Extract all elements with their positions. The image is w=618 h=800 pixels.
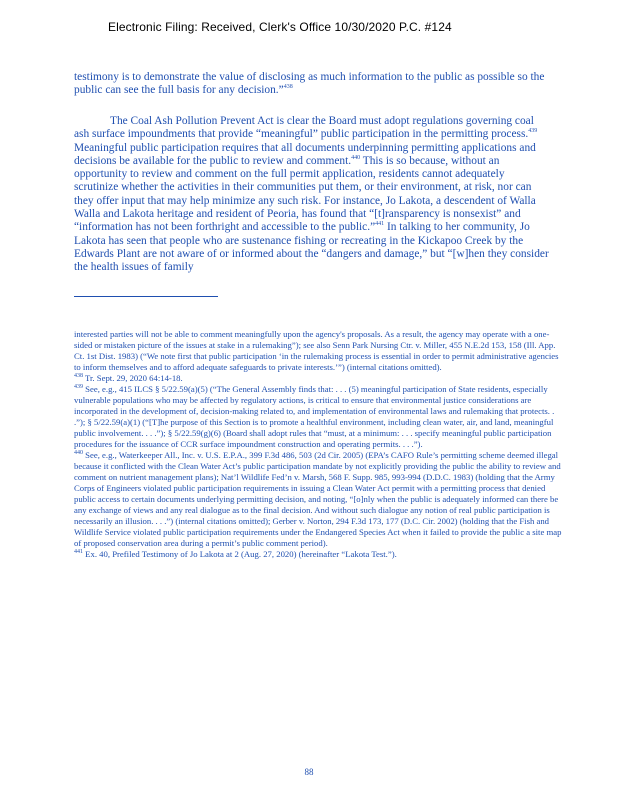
paragraph-text: Meaningful public participation requires that all documents underpinning permitting applications and decisions be available for the public to review and comment.	[74, 141, 536, 167]
body-paragraph-2	[74, 115, 550, 275]
footnote-ref: 438	[283, 84, 293, 91]
footnote-text: Ex. 40, Prefiled Testimony of Jo Lakota at 2 (Aug. 27, 2020) (hereinafter “Lakota Test.”).	[83, 549, 397, 559]
footnote-continuation: interested parties will not be able to comment meaningfully upon the agency's proposals. As a result, the agency may operate with a one-sided or mistaken picture of the issues at stake in a rulemaking”); see also Senn Park Nursing Ctr. v. Miller, 455 N.E.2d 153, 158 (Ill. App. Ct. 1st Dist. 1983) (“We note first that public participation ‘in the rulemaking process is essential in order to permit administrative agencies to inform themselves and to afford adequate safeguards to private interests.’”) (internal citations omitted).	[74, 329, 559, 372]
footnote-440	[74, 450, 566, 549]
footnote-text: See, e.g., 415 ILCS § 5/22.59(a)(5) (“The General Assembly finds that: . . . (5) meaningful participation of State residents, especially vulnerable populations who may be affected by regulatory actions, is critical to ensure that environmental justice considerations are incorporated in the development of, decision-making related to, and implementation of environmental laws and rulemaking that protects. . .”); § 5/22.59(a)(1) (“[T]he purpose of this Section is to promote a healthful environment, including clean water, air, and land, meaningful public involvement. . . .”); § 5/22.59(g)(6) (Board shall adopt rules that “must, at a minimum: . . . specify meaningful public participation procedures for the issuance of CCR surface impoundment construction and operating permits. . . .”).	[74, 384, 555, 449]
footnote-text: See, e.g., Waterkeeper All., Inc. v. U.S. E.P.A., 399 F.3d 486, 503 (2d Cir. 2005) (EPA’s CAFO Rule’s permitting scheme deemed illegal because it conflicted with the Clean Water Act’s public participation mandate by not explicitly providing the public the ability to review and comment on nutrient management plans); Nat’l Wildlife Fed’n v. Marsh, 568 F. Supp. 985, 993-994 (D.D.C. 1983) (holding that the Army Corps of Engineers violated public participation requirements in issuing a Clean Water Act permit with a permitting process that denied public access to certain documents underlying permitting decision, and noting, “[o]nly when the public is adequately informed can there be any exchange of views and any real dialogue as to the final decision. And without such dialogue any notion of real public participation is necessarily an illusion. . . .”) (internal citations omitted); Gerber v. Norton, 294 F.3d 173, 177 (D.C. Cir. 2002) (holding that the Fish and Wildlife Service violated public participation requirements under the Endangered Species Act when it failed to provide the public a site map of proposed conservation area during a permit’s public comment period).	[74, 450, 562, 548]
footnote-text: Tr. Sept. 29, 2020 64:14-18.	[83, 373, 183, 383]
paragraph-text: The Coal Ash Pollution Prevent Act is clear the Board must adopt regulations governing coal ash surface impoundments that provide “meaningful” public participation in the permitting process.	[74, 115, 534, 141]
page-number: 88	[304, 767, 314, 777]
body-paragraph-1	[74, 71, 550, 98]
footnote-number: 439	[74, 384, 83, 391]
footnote-separator	[74, 296, 218, 297]
paragraph-text: This is so because, without an opportunity to review and comment on the full permit application, residents cannot adequately scrutinize whether the activities in their communities put them, or their environment, at risk, nor can they offer input that may help minimize any such risk. For instance, Jo Lakota, a descendent of Walla Walla and Lakota heritage and resident of Peoria, has found that “[t]ransparency is nonsexist” and “information has not been forthright and accessible to the public.”	[74, 154, 536, 234]
paragraph-text: In talking to her community, Jo Lakota has seen that people who are sustenance fishing or recreating in the Kickapoo Creek by the Edwards Plant are not aware of or informed about the “dangers and damage,” but “[w]hen they consider the health issues of family	[74, 221, 549, 274]
footnotes	[74, 329, 566, 560]
filing-stamp: Electronic Filing: Received, Clerk's Office 10/30/2020 P.C. #124	[108, 20, 452, 34]
footnote-ref: 440	[351, 155, 361, 162]
footnote-438	[74, 373, 566, 384]
footnote-ref: 439	[528, 128, 538, 135]
footnote-number: 440	[74, 450, 83, 457]
footnote-441	[74, 549, 566, 560]
footnote-number: 438	[74, 373, 83, 380]
footnote-439	[74, 384, 566, 450]
paragraph-text: testimony is to demonstrate the value of disclosing as much information to the public as possible so the public can see the full basis for any decision.”	[74, 71, 545, 97]
footnote-number: 441	[74, 549, 83, 556]
footnote-ref: 441	[375, 221, 385, 228]
